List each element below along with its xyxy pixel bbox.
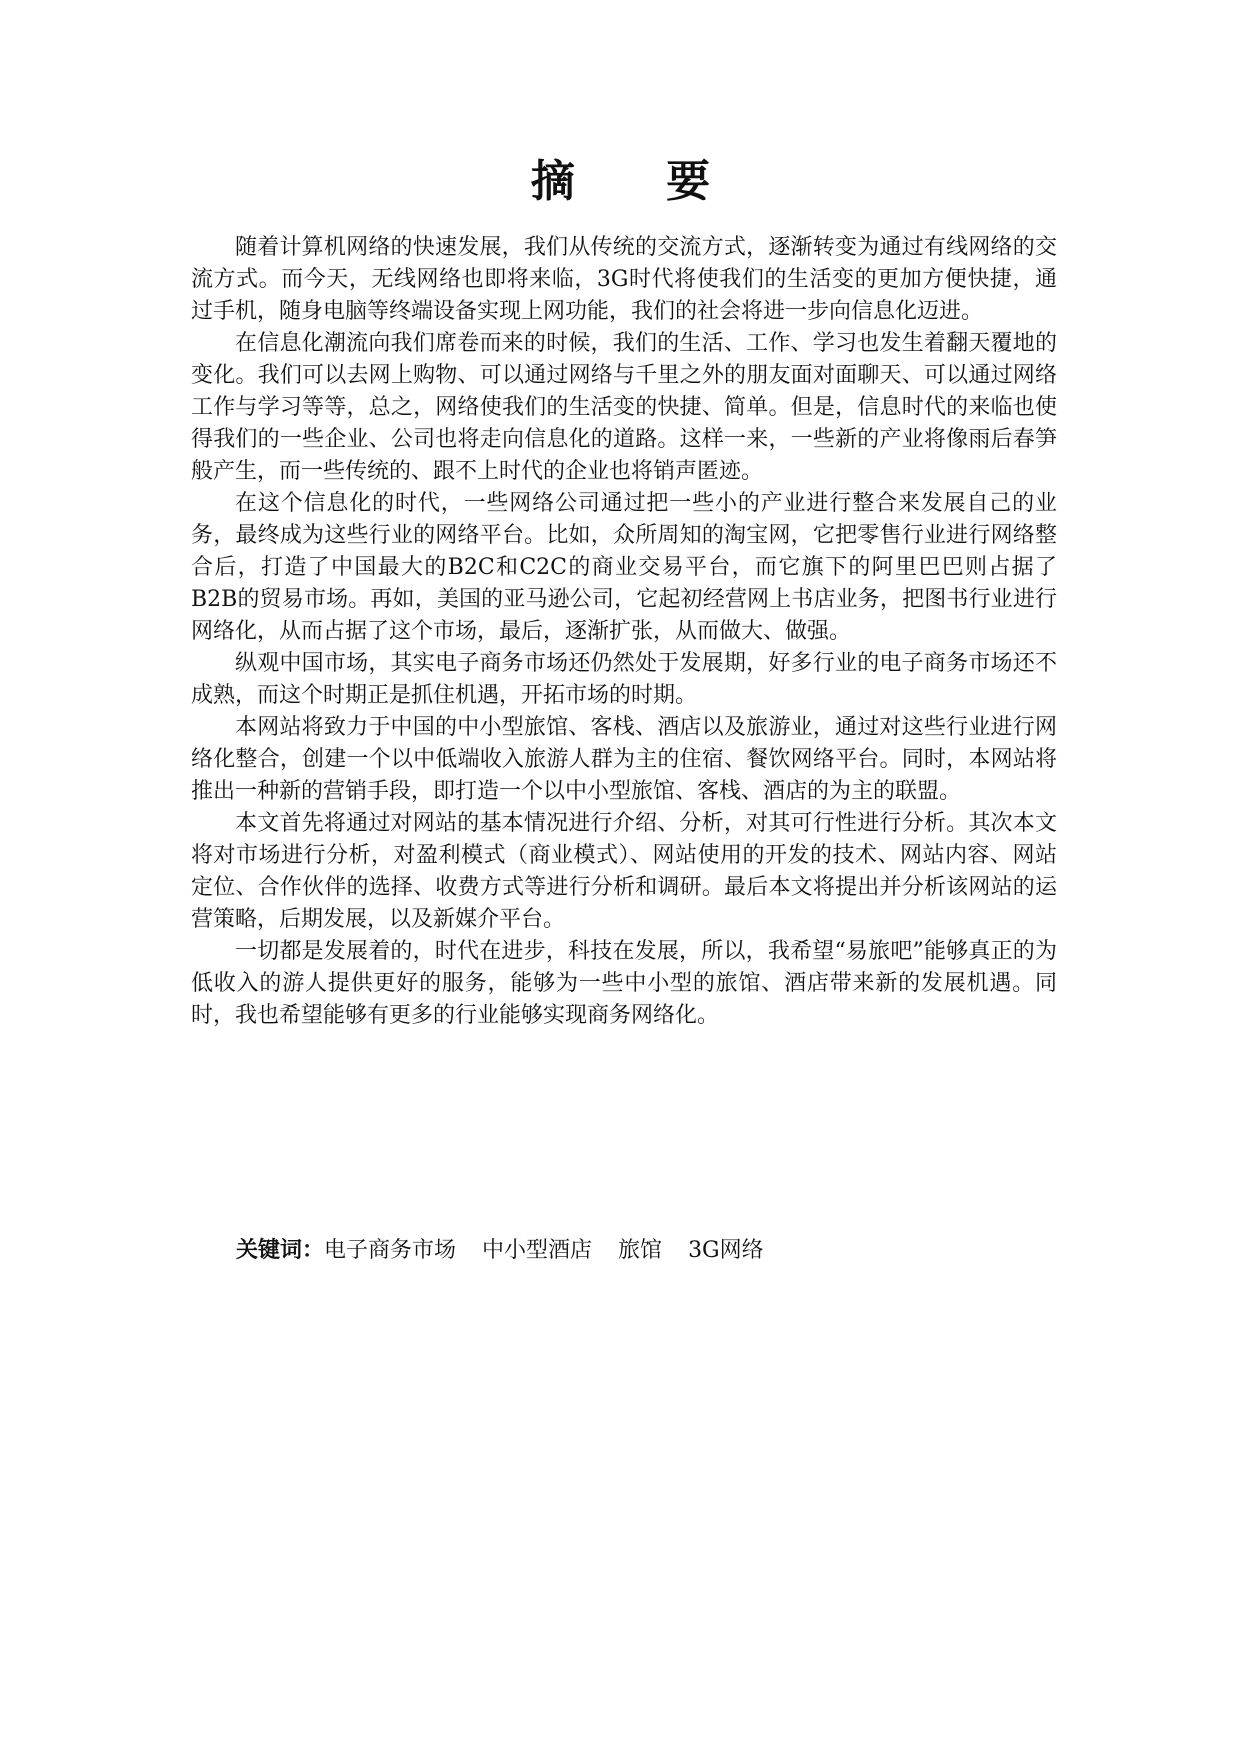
abstract-paragraph: 一切都是发展着的，时代在进步，科技在发展，所以，我希望“易旅吧”能够真正的为低收入的游人提供更好的服务，能够为一些中小型的旅馆、酒店带来新的发展机遇。同时，我也希望能够有更多的行业能够实现商务网络化。 xyxy=(191,939,1057,1028)
keyword-item: 旅馆 xyxy=(618,1238,663,1263)
keyword-item: 3G网络 xyxy=(688,1238,764,1263)
keyword-item: 电子商务市场 xyxy=(324,1238,457,1263)
abstract-paragraph: 本网站将致力于中国的中小型旅馆、客栈、酒店以及旅游业，通过对这些行业进行网络化整合，创建一个以中低端收入旅游人群为主的住宿、餐饮网络平台。同时，本网站将推出一种新的营销手段，即打造一个以中小型旅馆、客栈、酒店的为主的联盟。 xyxy=(191,715,1057,804)
page-title: 摘 要 xyxy=(530,156,749,207)
abstract-paragraph: 在信息化潮流向我们席卷而来的时候，我们的生活、工作、学习也发生着翻天覆地的变化。我们可以去网上购物、可以通过网络与千里之外的朋友面对面聊天、可以通过网络工作与学习等等，总之，网络使我们的生活变的快捷、简单。但是，信息时代的来临也使得我们的一些企业、公司也将走向信息化的道路。这样一来，一些新的产业将像雨后春笋般产生，而一些传统的、跟不上时代的企业也将销声匿迹。 xyxy=(191,331,1057,484)
keywords-line xyxy=(236,1235,1056,1267)
keyword-item: 中小型酒店 xyxy=(482,1238,593,1263)
abstract-body xyxy=(191,232,1057,1032)
abstract-paragraph: 本文首先将通过对网站的基本情况进行介绍、分析，对其可行性进行分析。其次本文将对市场进行分析，对盈利模式（商业模式）、网站使用的开发的技术、网站内容、网站定位、合作伙伴的选择、收费方式等进行分析和调研。最后本文将提出并分析该网站的运营策略，后期发展，以及新媒介平台。 xyxy=(191,811,1057,932)
keywords-label: 关键词： xyxy=(236,1238,325,1263)
abstract-paragraph: 纵观中国市场，其实电子商务市场还仍然处于发展期，好多行业的电子商务市场还不成熟，而这个时期正是抓住机遇，开拓市场的时期。 xyxy=(191,651,1057,708)
abstract-paragraph: 在这个信息化的时代，一些网络公司通过把一些小的产业进行整合来发展自己的业务，最终成为这些行业的网络平台。比如，众所周知的淘宝网，它把零售行业进行网络整合后，打造了中国最大的B2C和C2C的商业交易平台，而它旗下的阿里巴巴则占据了B2B的贸易市场。再如，美国的亚马逊公司，它起初经营网上书店业务，把图书行业进行网络化，从而占据了这个市场，最后，逐渐扩张，从而做大、做强。 xyxy=(191,491,1057,644)
abstract-paragraph: 随着计算机网络的快速发展，我们从传统的交流方式，逐渐转变为通过有线网络的交流方式。而今天，无线网络也即将来临，3G时代将使我们的生活变的更加方便快捷，通过手机，随身电脑等终端设备实现上网功能，我们的社会将进一步向信息化迈进。 xyxy=(191,235,1057,324)
